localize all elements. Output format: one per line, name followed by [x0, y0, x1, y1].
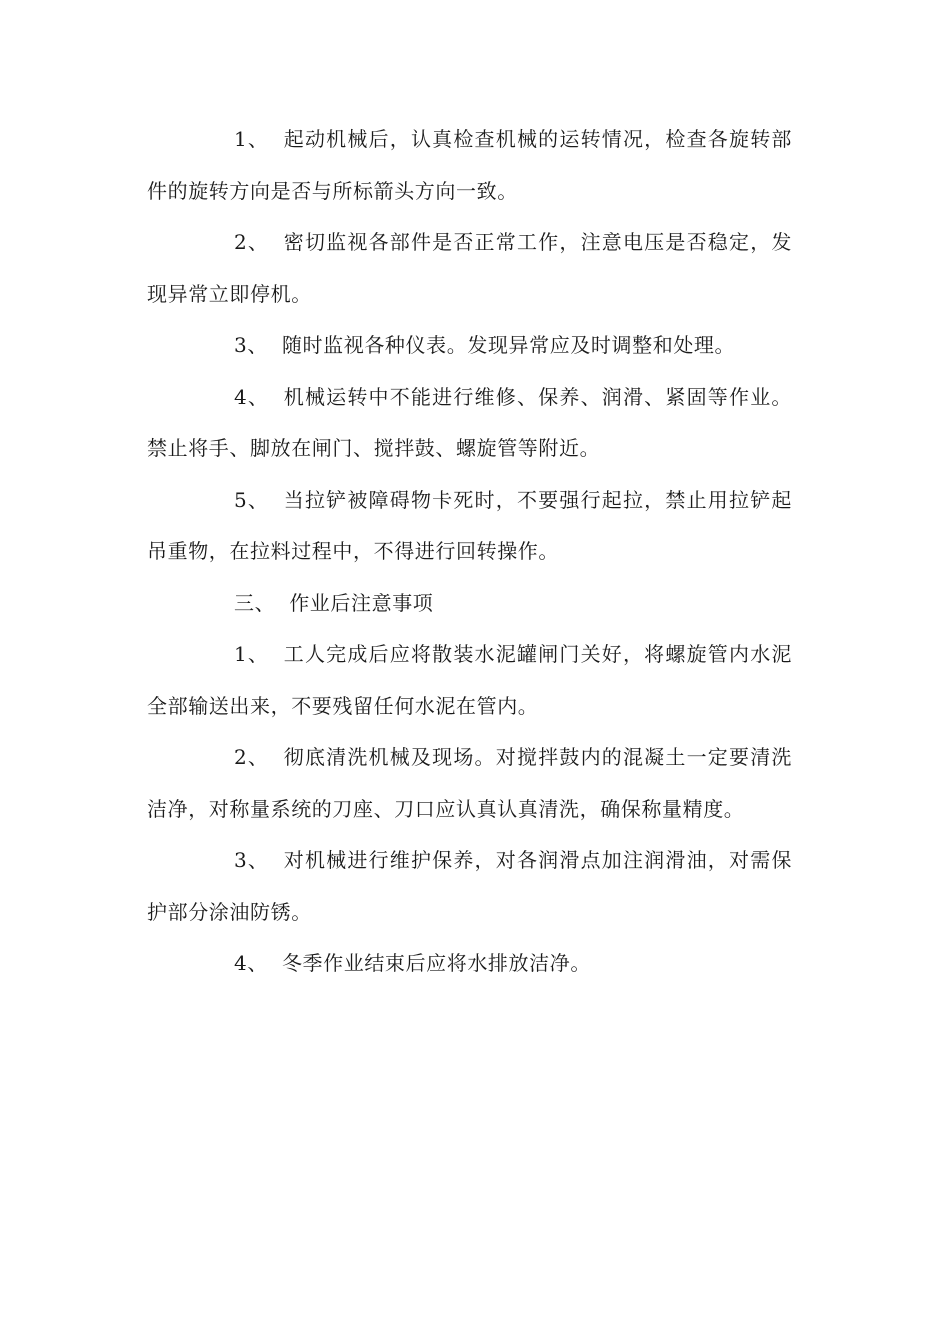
item-number: 2、 [234, 745, 270, 769]
item-text: 机械运转中不能进行维修、保养、润滑、紧固等作业。禁止将手、脚放在闸门、搅拌鼓、螺旋管等附近。 [147, 384, 792, 460]
item-text: 冬季作业结束后应将水排放洁净。 [281, 951, 591, 975]
item-number: 3、 [234, 333, 268, 357]
list-item-after-1 [147, 629, 792, 732]
section-number: 三、 [234, 590, 276, 615]
list-item-after-2 [147, 732, 792, 835]
item-number: 1、 [234, 642, 270, 666]
list-item-running-3 [147, 320, 792, 372]
item-number: 2、 [234, 230, 270, 254]
item-text: 起动机械后，认真检查机械的运转情况，检查各旋转部件的旋转方向是否与所标箭头方向一致。 [147, 127, 792, 203]
list-item-after-4 [147, 938, 792, 990]
document-body [147, 114, 792, 990]
item-number: 3、 [234, 848, 270, 872]
item-number: 4、 [234, 951, 268, 975]
item-text: 随时监视各种仪表。发现异常应及时调整和处理。 [281, 333, 736, 357]
list-item-running-5 [147, 475, 792, 578]
list-item-running-4 [147, 372, 792, 475]
item-text: 对机械进行维护保养，对各润滑点加注润滑油，对需保护部分涂油防锈。 [147, 848, 792, 924]
section-heading [147, 578, 792, 630]
item-text: 工人完成后应将散装水泥罐闸门关好，将螺旋管内水泥全部输送出来，不要残留任何水泥在管内。 [147, 642, 792, 718]
list-item-running-1 [147, 114, 792, 217]
item-text: 密切监视各部件是否正常工作，注意电压是否稳定，发现异常立即停机。 [147, 230, 792, 306]
item-number: 1、 [234, 127, 270, 151]
item-number: 5、 [234, 487, 270, 512]
section-title: 作业后注意事项 [289, 590, 434, 615]
item-text: 当拉铲被障碍物卡死时，不要强行起拉，禁止用拉铲起吊重物，在拉料过程中，不得进行回转操作。 [147, 487, 792, 563]
list-item-after-3 [147, 835, 792, 938]
item-number: 4、 [234, 384, 270, 409]
list-item-running-2 [147, 217, 792, 320]
item-text: 彻底清洗机械及现场。对搅拌鼓内的混凝土一定要清洗洁净，对称量系统的刀座、刀口应认真认真清洗，确保称量精度。 [147, 745, 792, 821]
